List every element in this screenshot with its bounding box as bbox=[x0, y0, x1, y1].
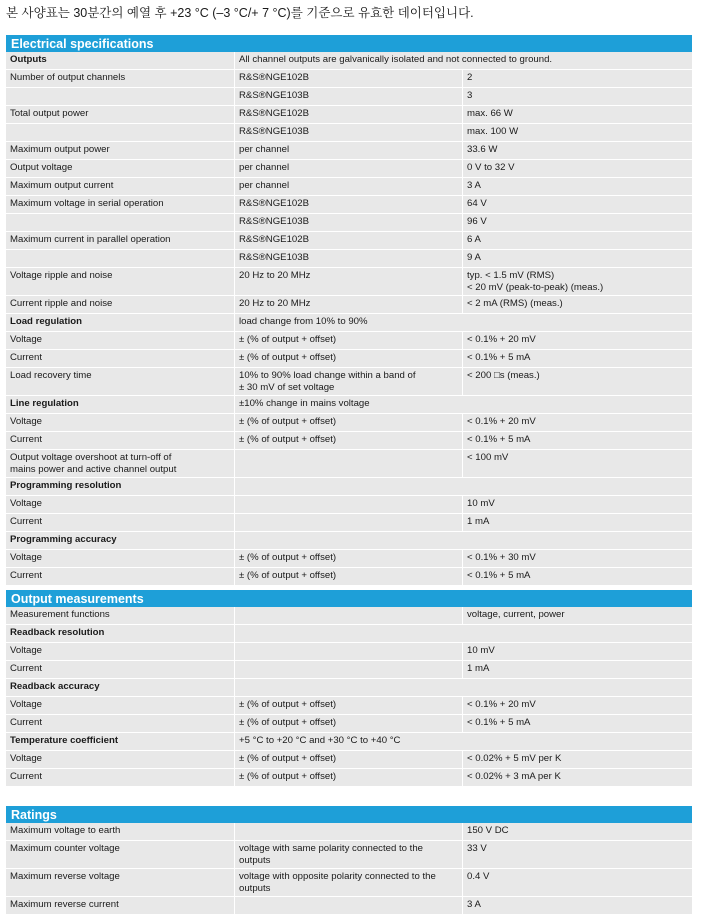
ratings-table bbox=[6, 806, 692, 915]
parameter-name: Temperature coefficient bbox=[10, 735, 119, 746]
value-text: < 0.1% + 20 mV bbox=[467, 334, 536, 345]
parameter-cell bbox=[6, 661, 234, 678]
table-row bbox=[6, 70, 692, 88]
condition-cell bbox=[234, 769, 462, 786]
condition-cell bbox=[234, 178, 462, 195]
value-text: < 100 mV bbox=[467, 452, 509, 463]
parameter-name: Maximum counter voltage bbox=[10, 843, 120, 854]
condition-text: R&S®NGE103B bbox=[239, 126, 309, 137]
value-text: 9 A bbox=[467, 252, 481, 263]
condition-text-line2: outputs bbox=[239, 883, 271, 894]
parameter-cell bbox=[6, 142, 234, 159]
condition-text-line2: outputs bbox=[239, 855, 271, 866]
parameter-name: Programming resolution bbox=[10, 480, 122, 491]
value-text: < 0.1% + 30 mV bbox=[467, 552, 536, 563]
table-row bbox=[6, 268, 692, 296]
parameter-cell bbox=[6, 679, 234, 696]
condition-text: ± (% of output + offset) bbox=[239, 753, 337, 764]
parameter-name: Voltage bbox=[10, 334, 43, 345]
table-row bbox=[6, 869, 692, 897]
table-row bbox=[6, 106, 692, 124]
section-title: Electrical specifications bbox=[6, 35, 692, 52]
condition-span-cell bbox=[234, 532, 692, 549]
value-cell bbox=[462, 550, 692, 567]
value-text: 2 bbox=[467, 72, 473, 83]
condition-span-cell bbox=[234, 625, 692, 642]
value-text: < 0.1% + 5 mA bbox=[467, 570, 531, 581]
value-cell bbox=[462, 769, 692, 786]
parameter-cell bbox=[6, 532, 234, 549]
value-cell bbox=[462, 496, 692, 513]
value-cell bbox=[462, 196, 692, 213]
parameter-name: Current bbox=[10, 516, 42, 527]
value-text: < 0.1% + 5 mA bbox=[467, 434, 531, 445]
parameter-cell bbox=[6, 733, 234, 750]
parameter-cell bbox=[6, 478, 234, 495]
condition-text: 10% to 90% load change within a band of bbox=[239, 370, 416, 381]
value-text: 1 mA bbox=[467, 516, 490, 527]
parameter-name: Voltage ripple and noise bbox=[10, 270, 113, 281]
parameter-name: Readback accuracy bbox=[10, 681, 100, 692]
parameter-name: Number of output channels bbox=[10, 72, 126, 83]
parameter-name: Current ripple and noise bbox=[10, 298, 113, 309]
value-cell bbox=[462, 268, 692, 295]
condition-cell bbox=[234, 160, 462, 177]
parameter-cell bbox=[6, 450, 234, 477]
condition-text: R&S®NGE103B bbox=[239, 90, 309, 101]
parameter-cell bbox=[6, 314, 234, 331]
parameter-name: Maximum output power bbox=[10, 144, 110, 155]
parameter-name: Maximum output current bbox=[10, 180, 114, 191]
condition-cell bbox=[234, 715, 462, 732]
parameter-cell bbox=[6, 396, 234, 413]
value-cell bbox=[462, 514, 692, 531]
table-row bbox=[6, 88, 692, 106]
parameter-cell bbox=[6, 769, 234, 786]
parameter-name: Current bbox=[10, 717, 42, 728]
parameter-name: Line regulation bbox=[10, 398, 79, 409]
condition-cell bbox=[234, 897, 462, 914]
value-text: < 0.1% + 20 mV bbox=[467, 416, 536, 427]
value-text: < 2 mA (RMS) (meas.) bbox=[467, 298, 563, 309]
parameter-cell bbox=[6, 178, 234, 195]
condition-cell bbox=[234, 697, 462, 714]
table-row bbox=[6, 697, 692, 715]
value-text: 0.4 V bbox=[467, 871, 490, 882]
parameter-cell bbox=[6, 196, 234, 213]
condition-cell bbox=[234, 514, 462, 531]
value-cell bbox=[462, 841, 692, 868]
parameter-cell bbox=[6, 869, 234, 896]
parameter-name: Current bbox=[10, 434, 42, 445]
table-row bbox=[6, 841, 692, 869]
condition-cell bbox=[234, 568, 462, 585]
parameter-cell bbox=[6, 697, 234, 714]
condition-span-cell: +5 °C to +20 °C and +30 °C to +40 °C bbox=[234, 733, 692, 750]
condition-text: per channel bbox=[239, 180, 290, 191]
condition-text: R&S®NGE102B bbox=[239, 72, 309, 83]
condition-cell bbox=[234, 550, 462, 567]
value-text: 64 V bbox=[467, 198, 487, 209]
value-cell bbox=[462, 160, 692, 177]
value-cell bbox=[462, 568, 692, 585]
condition-span-cell: All channel outputs are galvanically isolated and not connected to ground. bbox=[234, 52, 692, 69]
parameter-cell bbox=[6, 643, 234, 660]
parameter-cell bbox=[6, 607, 234, 624]
table-row bbox=[6, 160, 692, 178]
parameter-cell bbox=[6, 432, 234, 449]
parameter-cell bbox=[6, 296, 234, 313]
condition-text: R&S®NGE102B bbox=[239, 198, 309, 209]
value-text: 10 mV bbox=[467, 645, 495, 656]
output-measurements-table bbox=[6, 590, 692, 787]
value-cell bbox=[462, 869, 692, 896]
value-cell bbox=[462, 232, 692, 249]
condition-text: per channel bbox=[239, 144, 290, 155]
value-cell bbox=[462, 751, 692, 768]
parameter-cell bbox=[6, 550, 234, 567]
condition-text: R&S®NGE102B bbox=[239, 234, 309, 245]
table-row bbox=[6, 715, 692, 733]
parameter-cell bbox=[6, 514, 234, 531]
parameter-name: Voltage bbox=[10, 552, 43, 563]
condition-cell bbox=[234, 496, 462, 513]
value-text: 1 mA bbox=[467, 663, 490, 674]
parameter-cell bbox=[6, 823, 234, 840]
value-cell bbox=[462, 823, 692, 840]
table-row bbox=[6, 568, 692, 586]
table-row bbox=[6, 196, 692, 214]
table-row bbox=[6, 396, 692, 414]
value-text: 3 A bbox=[467, 180, 481, 191]
table-row bbox=[6, 350, 692, 368]
value-text: 6 A bbox=[467, 234, 481, 245]
table-row bbox=[6, 733, 692, 751]
condition-cell bbox=[234, 142, 462, 159]
condition-cell bbox=[234, 841, 462, 868]
condition-span-cell: ±10% change in mains voltage bbox=[234, 396, 692, 413]
condition-text: 20 Hz to 20 MHz bbox=[239, 270, 311, 281]
value-cell bbox=[462, 88, 692, 105]
parameter-name: Load regulation bbox=[10, 316, 82, 327]
value-text: 10 mV bbox=[467, 498, 495, 509]
table-row bbox=[6, 142, 692, 160]
condition-text: ± (% of output + offset) bbox=[239, 434, 337, 445]
condition-text: R&S®NGE103B bbox=[239, 252, 309, 263]
parameter-cell bbox=[6, 625, 234, 642]
condition-cell bbox=[234, 196, 462, 213]
condition-text-line2: ± 30 mV of set voltage bbox=[239, 382, 335, 393]
parameter-cell bbox=[6, 751, 234, 768]
value-cell bbox=[462, 142, 692, 159]
table-row bbox=[6, 450, 692, 478]
table-row bbox=[6, 496, 692, 514]
condition-cell bbox=[234, 332, 462, 349]
value-cell bbox=[462, 178, 692, 195]
parameter-cell bbox=[6, 332, 234, 349]
parameter-cell bbox=[6, 160, 234, 177]
condition-cell bbox=[234, 250, 462, 267]
parameter-cell bbox=[6, 52, 234, 69]
parameter-cell bbox=[6, 70, 234, 87]
table-row bbox=[6, 414, 692, 432]
condition-cell bbox=[234, 232, 462, 249]
value-cell bbox=[462, 368, 692, 395]
condition-span-cell: load change from 10% to 90% bbox=[234, 314, 692, 331]
parameter-name: Current bbox=[10, 570, 42, 581]
table-row bbox=[6, 296, 692, 314]
table-row bbox=[6, 643, 692, 661]
value-text: 33 V bbox=[467, 843, 487, 854]
parameter-cell bbox=[6, 232, 234, 249]
table-row bbox=[6, 625, 692, 643]
table-row bbox=[6, 550, 692, 568]
condition-text: ± (% of output + offset) bbox=[239, 334, 337, 345]
section-title: Output measurements bbox=[6, 590, 692, 607]
table-row bbox=[6, 679, 692, 697]
parameter-name: Maximum reverse voltage bbox=[10, 871, 120, 882]
value-cell bbox=[462, 697, 692, 714]
condition-cell bbox=[234, 414, 462, 431]
parameter-name: Voltage bbox=[10, 645, 43, 656]
value-cell bbox=[462, 661, 692, 678]
value-text: < 0.1% + 20 mV bbox=[467, 699, 536, 710]
parameter-name: Voltage bbox=[10, 753, 43, 764]
table-row bbox=[6, 314, 692, 332]
value-cell bbox=[462, 414, 692, 431]
value-text: max. 100 W bbox=[467, 126, 519, 137]
parameter-cell bbox=[6, 568, 234, 585]
intro-note: 본 사양표는 30분간의 예열 후 +23 °C (–3 °C/+ 7 °C)를 기준으로 유효한 데이터입니다. bbox=[6, 6, 474, 20]
table-row bbox=[6, 52, 692, 70]
condition-cell bbox=[234, 88, 462, 105]
table-row bbox=[6, 478, 692, 496]
value-cell bbox=[462, 350, 692, 367]
value-cell bbox=[462, 214, 692, 231]
parameter-cell bbox=[6, 350, 234, 367]
value-text: < 0.02% + 5 mV per K bbox=[467, 753, 562, 764]
value-cell bbox=[462, 897, 692, 914]
parameter-name: Load recovery time bbox=[10, 370, 92, 381]
table-row bbox=[6, 823, 692, 841]
value-text: < 0.1% + 5 mA bbox=[467, 717, 531, 728]
condition-cell bbox=[234, 350, 462, 367]
value-cell bbox=[462, 332, 692, 349]
value-cell bbox=[462, 124, 692, 141]
parameter-cell bbox=[6, 368, 234, 395]
table-row bbox=[6, 751, 692, 769]
table-row bbox=[6, 368, 692, 396]
condition-cell bbox=[234, 432, 462, 449]
parameter-cell bbox=[6, 268, 234, 295]
value-text: 3 A bbox=[467, 899, 481, 910]
parameter-name: Programming accuracy bbox=[10, 534, 117, 545]
parameter-name: Measurement functions bbox=[10, 609, 110, 620]
parameter-name: Current bbox=[10, 771, 42, 782]
value-cell bbox=[462, 643, 692, 660]
parameter-name: Total output power bbox=[10, 108, 89, 119]
condition-text: ± (% of output + offset) bbox=[239, 771, 337, 782]
condition-text: ± (% of output + offset) bbox=[239, 570, 337, 581]
condition-text: voltage with opposite polarity connected to the bbox=[239, 871, 436, 882]
parameter-name: Voltage bbox=[10, 416, 43, 427]
parameter-cell bbox=[6, 496, 234, 513]
condition-cell bbox=[234, 450, 462, 477]
table-row bbox=[6, 897, 692, 915]
condition-cell bbox=[234, 268, 462, 295]
parameter-cell bbox=[6, 897, 234, 914]
parameter-cell bbox=[6, 88, 234, 105]
parameter-cell bbox=[6, 414, 234, 431]
value-text: typ. < 1.5 mV (RMS) bbox=[467, 270, 555, 281]
electrical-specifications-table bbox=[6, 35, 692, 586]
table-row bbox=[6, 532, 692, 550]
table-row bbox=[6, 661, 692, 679]
parameter-name: Readback resolution bbox=[10, 627, 105, 638]
condition-text: per channel bbox=[239, 162, 290, 173]
parameter-name: Output voltage overshoot at turn-off of bbox=[10, 452, 172, 463]
table-row bbox=[6, 214, 692, 232]
value-text: 3 bbox=[467, 90, 473, 101]
condition-text: voltage with same polarity connected to the bbox=[239, 843, 423, 854]
condition-text: ± (% of output + offset) bbox=[239, 552, 337, 563]
parameter-name: Voltage bbox=[10, 699, 43, 710]
table-row bbox=[6, 769, 692, 787]
condition-cell bbox=[234, 607, 462, 624]
condition-cell bbox=[234, 124, 462, 141]
value-text: < 0.02% + 3 mA per K bbox=[467, 771, 561, 782]
parameter-name: Voltage bbox=[10, 498, 43, 509]
value-cell bbox=[462, 715, 692, 732]
condition-text: ± (% of output + offset) bbox=[239, 717, 337, 728]
condition-span-cell bbox=[234, 679, 692, 696]
condition-cell bbox=[234, 214, 462, 231]
value-cell bbox=[462, 432, 692, 449]
value-cell bbox=[462, 70, 692, 87]
table-row bbox=[6, 250, 692, 268]
parameter-cell bbox=[6, 250, 234, 267]
parameter-cell bbox=[6, 841, 234, 868]
parameter-name: Current bbox=[10, 663, 42, 674]
value-text: 150 V DC bbox=[467, 825, 509, 836]
parameter-name: Maximum voltage to earth bbox=[10, 825, 121, 836]
condition-cell bbox=[234, 296, 462, 313]
parameter-name-line2: mains power and active channel output bbox=[10, 464, 177, 475]
condition-text: R&S®NGE103B bbox=[239, 216, 309, 227]
parameter-cell bbox=[6, 124, 234, 141]
table-row bbox=[6, 124, 692, 142]
condition-cell bbox=[234, 823, 462, 840]
condition-text: ± (% of output + offset) bbox=[239, 352, 337, 363]
table-row bbox=[6, 514, 692, 532]
table-row bbox=[6, 432, 692, 450]
value-cell bbox=[462, 296, 692, 313]
value-cell bbox=[462, 106, 692, 123]
condition-cell bbox=[234, 751, 462, 768]
condition-text: 20 Hz to 20 MHz bbox=[239, 298, 311, 309]
value-text-line2: < 20 mV (peak-to-peak) (meas.) bbox=[467, 282, 604, 293]
value-text: max. 66 W bbox=[467, 108, 513, 119]
parameter-cell bbox=[6, 715, 234, 732]
value-text: 33.6 W bbox=[467, 144, 498, 155]
value-text: 96 V bbox=[467, 216, 487, 227]
condition-cell bbox=[234, 70, 462, 87]
table-row bbox=[6, 607, 692, 625]
parameter-name: Output voltage bbox=[10, 162, 73, 173]
parameter-name: Current bbox=[10, 352, 42, 363]
table-row bbox=[6, 232, 692, 250]
condition-cell bbox=[234, 368, 462, 395]
value-cell bbox=[462, 250, 692, 267]
condition-cell bbox=[234, 869, 462, 896]
parameter-name: Outputs bbox=[10, 54, 47, 65]
value-cell bbox=[462, 450, 692, 477]
condition-cell bbox=[234, 661, 462, 678]
value-text: 0 V to 32 V bbox=[467, 162, 515, 173]
parameter-name: Maximum current in parallel operation bbox=[10, 234, 171, 245]
condition-text: ± (% of output + offset) bbox=[239, 699, 337, 710]
value-text: < 0.1% + 5 mA bbox=[467, 352, 531, 363]
parameter-name: Maximum voltage in serial operation bbox=[10, 198, 164, 209]
parameter-cell bbox=[6, 106, 234, 123]
condition-text: R&S®NGE102B bbox=[239, 108, 309, 119]
section-title: Ratings bbox=[6, 806, 692, 823]
condition-cell bbox=[234, 106, 462, 123]
condition-cell bbox=[234, 643, 462, 660]
value-text: < 200 □s (meas.) bbox=[467, 370, 540, 381]
parameter-name: Maximum reverse current bbox=[10, 899, 119, 910]
table-row bbox=[6, 332, 692, 350]
condition-text: ± (% of output + offset) bbox=[239, 416, 337, 427]
parameter-cell bbox=[6, 214, 234, 231]
condition-span-cell bbox=[234, 478, 692, 495]
value-cell bbox=[462, 607, 692, 624]
table-row bbox=[6, 178, 692, 196]
value-text: voltage, current, power bbox=[467, 609, 565, 620]
